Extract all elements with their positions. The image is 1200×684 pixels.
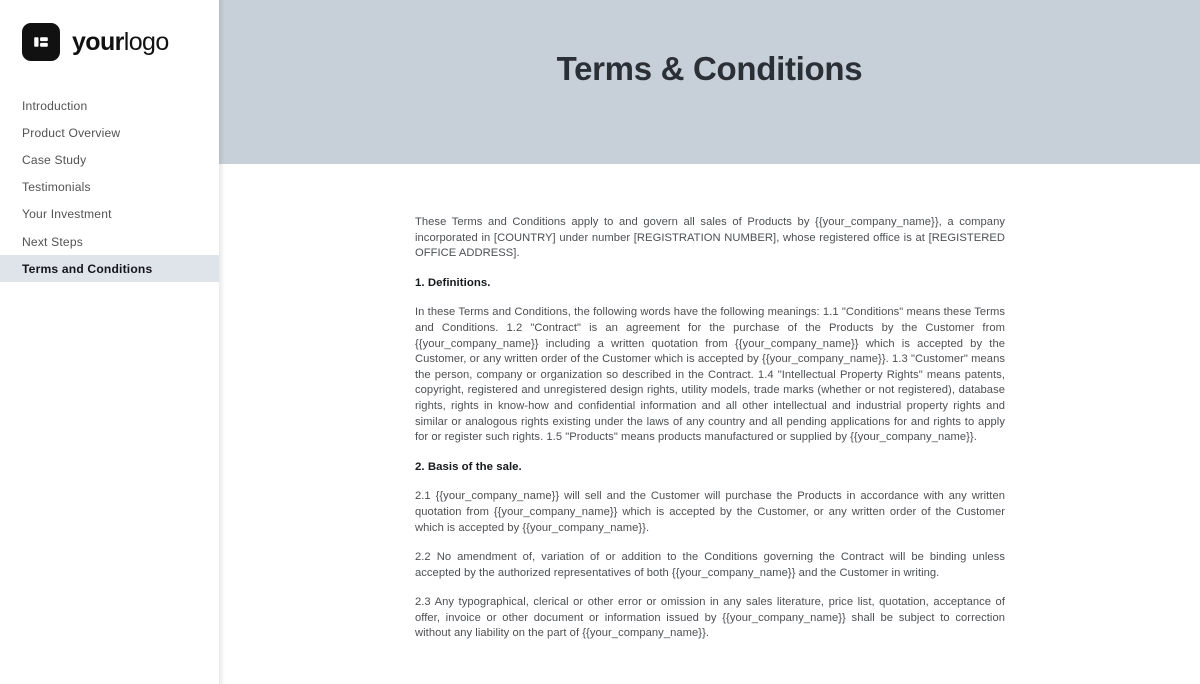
sidebar-item-label: Terms and Conditions xyxy=(22,261,153,276)
sidebar-item-label: Product Overview xyxy=(22,125,121,140)
sidebar-item-next-steps[interactable] xyxy=(0,228,219,255)
sidebar-nav xyxy=(0,92,219,282)
sidebar-item-introduction[interactable] xyxy=(0,92,219,119)
document-pane xyxy=(219,0,1200,684)
sidebar-item-product-overview[interactable] xyxy=(0,119,219,146)
page-banner xyxy=(219,0,1200,164)
brand-logo-text-bold: your xyxy=(72,27,124,56)
document-content xyxy=(415,215,1005,656)
page-title: Terms & Conditions xyxy=(556,50,863,87)
sidebar-item-your-investment[interactable] xyxy=(0,201,219,228)
brand-logo[interactable] xyxy=(22,23,169,61)
document-paragraph: 2.3 Any typographical, clerical or other error or omission in any sales literature, price list, quotation, acceptance of offer, invoice or other document or information issued by {{your_company_name}} shall be subject to correction without any liability on the part of {{your_company_name}}. xyxy=(415,596,1005,640)
sidebar-item-label: Your Investment xyxy=(22,207,112,222)
document-heading: 1. Definitions. xyxy=(415,276,491,289)
sidebar xyxy=(0,0,219,684)
document-paragraph: 2.2 No amendment of, variation of or addition to the Conditions governing the Contract will be binding unless accepted by the authorized representatives of both {{your_company_name}} and the Customer in writing. xyxy=(415,551,1005,579)
document-paragraph: In these Terms and Conditions, the following words have the following meanings: 1.1 "Conditions" means these Terms and Conditions. 1.2 "Contract" is an agreement for the purchase of the Products by the Customer from {{your_company_name}} including a written quotation from {{your_company_name}} which is accepted by the Customer, or any written order of the Customer which is accepted by {{your_company_name}}. 1.3 "Customer" means the person, company or organization so described in the Contract. 1.4 "Intellectual Property Rights" means patents, copyright, registered and unregistered design rights, utility models, trade marks (whether or not registered), database rights, rights in know-how and confidential information and all other intellectual and industrial property rights and similar or analogous rights existing under the laws of any country and all pending applications for and rights to apply for or register such rights. 1.5 "Products" means products manufactured or supplied by {{your_company_name}}. xyxy=(415,306,1005,444)
brand-logo-text-light: logo xyxy=(123,27,169,56)
document-heading: 2. Basis of the sale. xyxy=(415,460,522,473)
sidebar-item-testimonials[interactable] xyxy=(0,174,219,201)
sidebar-item-label: Case Study xyxy=(22,152,87,167)
document-paragraph: These Terms and Conditions apply to and govern all sales of Products by {{your_company_name}}, a company incorporated in [COUNTRY] under number [REGISTRATION NUMBER], whose registered office is at [REGISTERED OFFICE ADDRESS]. xyxy=(415,216,1005,260)
sidebar-item-case-study[interactable] xyxy=(0,146,219,173)
sidebar-item-terms-and-conditions[interactable] xyxy=(0,255,219,282)
sidebar-item-label: Next Steps xyxy=(22,234,83,249)
document-paragraph: 2.1 {{your_company_name}} will sell and the Customer will purchase the Products in accordance with any written quotation from {{your_company_name}} which is accepted by the Customer, or any written order of the Customer which is accepted by {{your_company_name}}. xyxy=(415,490,1005,534)
sidebar-item-label: Introduction xyxy=(22,98,88,113)
sidebar-item-label: Testimonials xyxy=(22,180,91,195)
layout-panel-icon xyxy=(22,23,60,61)
brand-logo-text xyxy=(72,27,169,56)
